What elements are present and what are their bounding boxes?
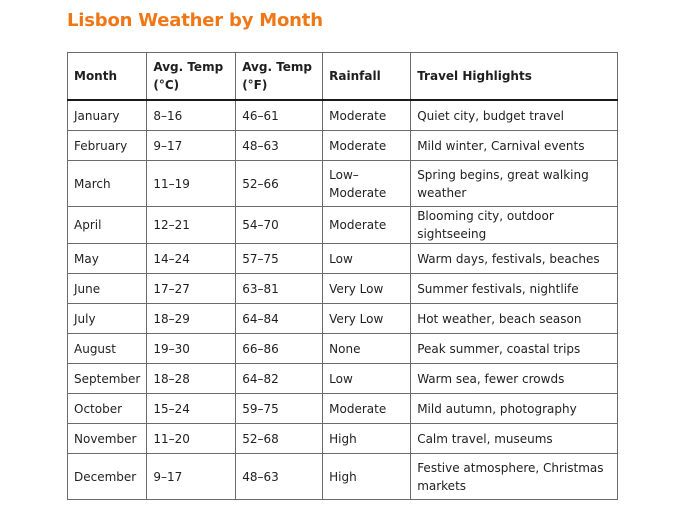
cell-month: September bbox=[68, 364, 147, 394]
cell-temp-c: 11–19 bbox=[147, 161, 236, 207]
cell-month: December bbox=[68, 454, 147, 500]
cell-temp-c: 12–21 bbox=[147, 207, 236, 244]
cell-rainfall: Low–Moderate bbox=[323, 161, 411, 207]
cell-temp-c: 11–20 bbox=[147, 424, 236, 454]
cell-month: October bbox=[68, 394, 147, 424]
cell-temp-f: 48–63 bbox=[236, 131, 323, 161]
cell-temp-f: 46–61 bbox=[236, 100, 323, 131]
table-body bbox=[68, 100, 618, 500]
header-rainfall: Rainfall bbox=[323, 53, 411, 101]
header-temp-f: Avg. Temp (°F) bbox=[236, 53, 323, 101]
cell-temp-c: 17–27 bbox=[147, 274, 236, 304]
table-row bbox=[68, 334, 618, 364]
cell-month: July bbox=[68, 304, 147, 334]
cell-temp-c: 18–28 bbox=[147, 364, 236, 394]
cell-rainfall: Very Low bbox=[323, 304, 411, 334]
weather-table bbox=[67, 52, 618, 500]
cell-temp-f: 63–81 bbox=[236, 274, 323, 304]
table-row bbox=[68, 274, 618, 304]
cell-month: May bbox=[68, 244, 147, 274]
cell-temp-c: 15–24 bbox=[147, 394, 236, 424]
cell-highlights: Quiet city, budget travel bbox=[411, 100, 618, 131]
cell-highlights: Blooming city, outdoor sightseeing bbox=[411, 207, 618, 244]
header-highlights: Travel Highlights bbox=[411, 53, 618, 101]
table-row bbox=[68, 100, 618, 131]
cell-highlights: Warm sea, fewer crowds bbox=[411, 364, 618, 394]
cell-temp-f: 52–66 bbox=[236, 161, 323, 207]
cell-temp-c: 18–29 bbox=[147, 304, 236, 334]
cell-temp-c: 14–24 bbox=[147, 244, 236, 274]
cell-highlights: Mild autumn, photography bbox=[411, 394, 618, 424]
header-month: Month bbox=[68, 53, 147, 101]
cell-rainfall: High bbox=[323, 454, 411, 500]
cell-temp-f: 59–75 bbox=[236, 394, 323, 424]
table-row bbox=[68, 454, 618, 500]
cell-rainfall: Moderate bbox=[323, 207, 411, 244]
header-temp-c: Avg. Temp (°C) bbox=[147, 53, 236, 101]
cell-month: February bbox=[68, 131, 147, 161]
cell-highlights: Peak summer, coastal trips bbox=[411, 334, 618, 364]
cell-rainfall: High bbox=[323, 424, 411, 454]
cell-temp-f: 64–84 bbox=[236, 304, 323, 334]
cell-highlights: Festive atmosphere, Christmas markets bbox=[411, 454, 618, 500]
cell-temp-c: 8–16 bbox=[147, 100, 236, 131]
cell-temp-f: 57–75 bbox=[236, 244, 323, 274]
cell-highlights: Summer festivals, nightlife bbox=[411, 274, 618, 304]
cell-temp-f: 48–63 bbox=[236, 454, 323, 500]
cell-temp-f: 52–68 bbox=[236, 424, 323, 454]
cell-rainfall: Moderate bbox=[323, 131, 411, 161]
table-row bbox=[68, 424, 618, 454]
page-title: Lisbon Weather by Month bbox=[67, 10, 323, 31]
cell-highlights: Hot weather, beach season bbox=[411, 304, 618, 334]
cell-month: June bbox=[68, 274, 147, 304]
table-row bbox=[68, 304, 618, 334]
cell-month: November bbox=[68, 424, 147, 454]
cell-rainfall: Low bbox=[323, 364, 411, 394]
table-row bbox=[68, 394, 618, 424]
cell-highlights: Warm days, festivals, beaches bbox=[411, 244, 618, 274]
cell-month: August bbox=[68, 334, 147, 364]
cell-temp-f: 64–82 bbox=[236, 364, 323, 394]
table-row bbox=[68, 131, 618, 161]
cell-rainfall: Moderate bbox=[323, 394, 411, 424]
cell-highlights: Mild winter, Carnival events bbox=[411, 131, 618, 161]
cell-temp-f: 54–70 bbox=[236, 207, 323, 244]
table-row bbox=[68, 244, 618, 274]
cell-rainfall: Moderate bbox=[323, 100, 411, 131]
cell-highlights: Spring begins, great walking weather bbox=[411, 161, 618, 207]
cell-temp-c: 9–17 bbox=[147, 131, 236, 161]
cell-temp-f: 66–86 bbox=[236, 334, 323, 364]
table-row bbox=[68, 207, 618, 244]
table-row bbox=[68, 161, 618, 207]
cell-rainfall: Low bbox=[323, 244, 411, 274]
table-header-row bbox=[68, 53, 618, 101]
cell-rainfall: None bbox=[323, 334, 411, 364]
table-row bbox=[68, 364, 618, 394]
cell-highlights: Calm travel, museums bbox=[411, 424, 618, 454]
cell-temp-c: 9–17 bbox=[147, 454, 236, 500]
cell-temp-c: 19–30 bbox=[147, 334, 236, 364]
cell-month: January bbox=[68, 100, 147, 131]
cell-month: March bbox=[68, 161, 147, 207]
cell-month: April bbox=[68, 207, 147, 244]
cell-rainfall: Very Low bbox=[323, 274, 411, 304]
